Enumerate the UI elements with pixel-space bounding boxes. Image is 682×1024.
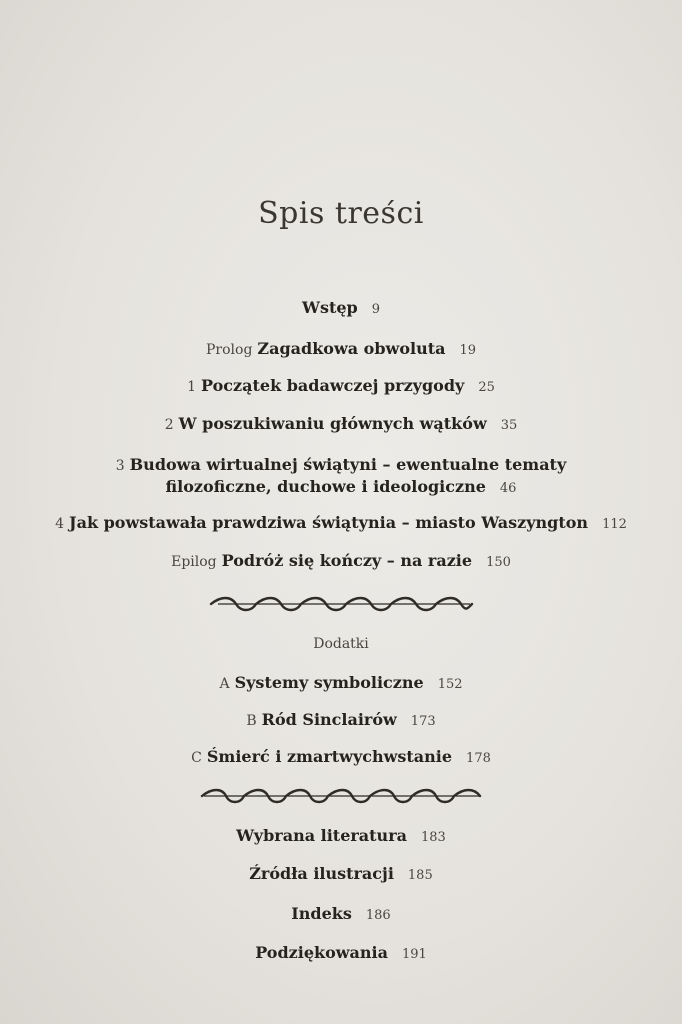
entry-title: Indeks bbox=[291, 904, 352, 923]
entry-title: Podróż się kończy – na razie bbox=[221, 551, 473, 570]
entry-page: 25 bbox=[478, 380, 495, 395]
entry-page: 150 bbox=[486, 555, 511, 570]
entry-label: 1 bbox=[187, 379, 197, 395]
entry-title-line2: filozoficzne, duchowe i ideologiczne bbox=[165, 477, 486, 496]
toc-entry-epilog bbox=[0, 551, 682, 573]
entry-label: A bbox=[219, 676, 230, 692]
toc-entry-index bbox=[0, 904, 682, 926]
entry-title: Początek badawczej przygody bbox=[201, 376, 465, 395]
entry-page: 173 bbox=[410, 714, 436, 729]
entry-title: Podziękowania bbox=[255, 943, 388, 962]
toc-entry-intro bbox=[0, 298, 682, 320]
toc-entry-chapter-4 bbox=[0, 513, 682, 535]
toc-entry-prolog bbox=[0, 339, 682, 361]
toc-entry-chapter-2 bbox=[0, 414, 682, 436]
entry-title: Śmierć i zmartwychwstanie bbox=[206, 747, 453, 766]
entry-page: 178 bbox=[466, 751, 491, 766]
entry-title: Systemy symboliczne bbox=[234, 673, 424, 692]
toc-entry-bibliography bbox=[0, 826, 682, 848]
entry-title: Zagadkowa obwoluta bbox=[257, 339, 446, 358]
entry-page: 46 bbox=[499, 481, 517, 496]
divider-ornament-bottom bbox=[0, 788, 682, 804]
entry-title: Jak powstawała prawdziwa świątynia – miasto Waszyngton bbox=[69, 513, 589, 532]
divider-ornament-top bbox=[0, 596, 682, 612]
toc-entry-acknowledgements bbox=[0, 943, 682, 965]
entry-label: 3 bbox=[115, 458, 125, 474]
entry-title: Źródła ilustracji bbox=[249, 864, 394, 883]
toc-entry-chapter-3-cont bbox=[0, 477, 682, 499]
entry-page: 19 bbox=[459, 343, 476, 358]
entry-page: 35 bbox=[500, 418, 518, 433]
toc-entry-appendix-a bbox=[0, 673, 682, 695]
toc-entry-appendix-c bbox=[0, 747, 682, 769]
entry-page: 112 bbox=[602, 517, 627, 532]
toc-entry-illustration-sources bbox=[0, 864, 682, 886]
entry-page: 183 bbox=[420, 830, 446, 845]
entry-label: C bbox=[191, 750, 202, 766]
entry-page: 152 bbox=[437, 677, 463, 692]
scroll-ornament-icon bbox=[206, 596, 476, 612]
entry-title: Wybrana literatura bbox=[236, 826, 407, 845]
entry-label: Prolog bbox=[206, 342, 253, 358]
entry-title: Wstęp bbox=[301, 298, 358, 317]
scroll-ornament-icon bbox=[196, 788, 486, 804]
toc-entry-chapter-3 bbox=[0, 455, 682, 476]
entry-page: 186 bbox=[365, 908, 391, 923]
entry-title: W poszukiwaniu głównych wątków bbox=[178, 414, 487, 433]
toc-entry-appendix-b bbox=[0, 710, 682, 732]
entry-label: 2 bbox=[164, 417, 174, 433]
entry-page: 191 bbox=[401, 947, 427, 962]
toc-entry-chapter-1 bbox=[0, 376, 682, 398]
entry-page: 9 bbox=[371, 302, 380, 317]
page-title: Spis treści bbox=[258, 196, 424, 231]
entry-title: Ród Sinclairów bbox=[261, 710, 397, 729]
entry-label: 4 bbox=[55, 516, 65, 532]
entry-page: 185 bbox=[407, 868, 433, 883]
entry-label: B bbox=[246, 713, 257, 729]
appendix-heading: Dodatki bbox=[313, 636, 369, 652]
entry-label: Epilog bbox=[171, 554, 217, 570]
entry-title-line1: Budowa wirtualnej świątyni – ewentualne tematy bbox=[129, 455, 567, 474]
